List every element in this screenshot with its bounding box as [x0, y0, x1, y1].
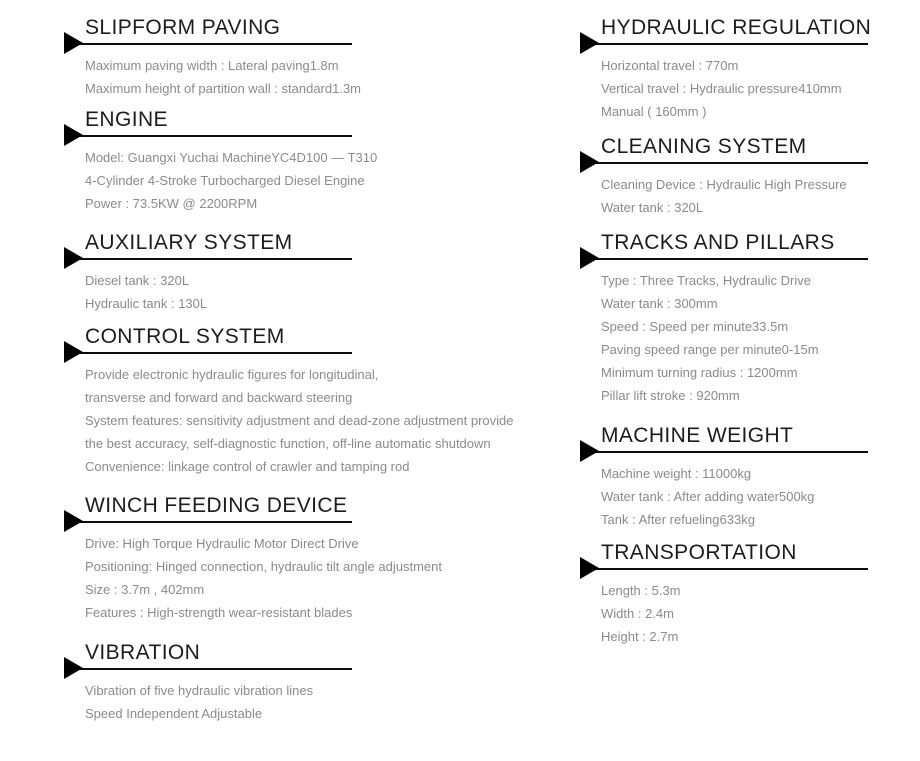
- spec-line: Drive: High Torque Hydraulic Motor Direct Drive: [85, 536, 359, 551]
- spec-line: transverse and forward and backward steering: [85, 390, 353, 405]
- spec-line: Maximum paving width : Lateral paving1.8m: [85, 58, 339, 73]
- spec-line: Size : 3.7m , 402mm: [85, 582, 205, 597]
- section-header: [64, 641, 352, 670]
- triangle-right-icon: [580, 247, 599, 269]
- triangle-right-icon: [64, 657, 83, 679]
- section-title: CLEANING SYSTEM: [601, 135, 807, 158]
- section-header: [580, 231, 868, 260]
- spec-line-list: [64, 137, 377, 215]
- spec-line: Diesel tank : 320L: [85, 273, 190, 288]
- section-header: [580, 424, 868, 453]
- spec-line: Water tank : 320L: [601, 200, 704, 215]
- spec-line: Horizontal travel : 770m: [601, 58, 739, 73]
- section-header: [64, 16, 352, 45]
- spec-line: Speed : Speed per minute33.5m: [601, 319, 789, 334]
- spec-line: Width : 2.4m: [601, 606, 674, 621]
- spec-line: Minimum turning radius : 1200mm: [601, 365, 798, 380]
- spec-line: 4-Cylinder 4-Stroke Turbocharged Diesel Engine: [85, 173, 365, 188]
- section-header: [64, 325, 352, 354]
- spec-line: Cleaning Device : Hydraulic High Pressure: [601, 177, 847, 192]
- section-header: [64, 231, 352, 260]
- triangle-right-icon: [580, 151, 599, 173]
- spec-line: Length : 5.3m: [601, 583, 681, 598]
- spec-line-list: [64, 260, 352, 315]
- spec-line-list: [64, 354, 514, 478]
- spec-line: Positioning: Hinged connection, hydraulic tilt angle adjustment: [85, 559, 442, 574]
- spec-line-list: [64, 45, 361, 100]
- triangle-right-icon: [64, 510, 83, 532]
- spec-line: Vertical travel : Hydraulic pressure410mm: [601, 81, 842, 96]
- right-column: [580, 0, 910, 761]
- section-title: CONTROL SYSTEM: [85, 325, 285, 348]
- section-title: ENGINE: [85, 108, 168, 131]
- left-column: [64, 0, 534, 761]
- spec-line: Type : Three Tracks, Hydraulic Drive: [601, 273, 811, 288]
- section-header: [64, 494, 352, 523]
- triangle-right-icon: [64, 124, 83, 146]
- spec-line: Water tank : After adding water500kg: [601, 489, 815, 504]
- section-title: AUXILIARY SYSTEM: [85, 231, 293, 254]
- spec-line: Maximum height of partition wall : standard1.3m: [85, 81, 362, 96]
- spec-line: Manual ( 160mm ): [601, 104, 707, 119]
- triangle-right-icon: [580, 440, 599, 462]
- spec-line: Height : 2.7m: [601, 629, 679, 644]
- spec-line-list: [580, 453, 868, 531]
- section-header: [64, 108, 352, 137]
- section-title: SLIPFORM PAVING: [85, 16, 281, 39]
- spec-line: Provide electronic hydraulic figures for longitudinal,: [85, 367, 379, 382]
- section-title: TRACKS AND PILLARS: [601, 231, 835, 254]
- spec-line-list: [580, 164, 868, 219]
- spec-section: [580, 16, 872, 123]
- spec-section: [64, 325, 514, 478]
- spec-section: [580, 541, 868, 648]
- spec-line-list: [64, 523, 442, 624]
- spec-section: [64, 231, 352, 315]
- spec-line: Speed Independent Adjustable: [85, 706, 263, 721]
- spec-section: [64, 108, 377, 215]
- spec-section: [64, 641, 352, 725]
- spec-line: System features: sensitivity adjustment and dead-zone adjustment provide: [85, 413, 514, 428]
- section-title: TRANSPORTATION: [601, 541, 797, 564]
- spec-section: [580, 231, 868, 407]
- section-header: [580, 135, 868, 164]
- spec-line: Tank : After refueling633kg: [601, 512, 755, 527]
- section-title: VIBRATION: [85, 641, 201, 664]
- spec-line: Features : High-strength wear-resistant blades: [85, 605, 353, 620]
- triangle-right-icon: [64, 247, 83, 269]
- spec-section: [580, 135, 868, 219]
- spec-line: Pillar lift stroke : 920mm: [601, 388, 740, 403]
- spec-line: the best accuracy, self-diagnostic function, off-line automatic shutdown: [85, 436, 491, 451]
- spec-section: [64, 16, 361, 100]
- spec-line-list: [580, 570, 868, 648]
- triangle-right-icon: [580, 557, 599, 579]
- section-title: MACHINE WEIGHT: [601, 424, 794, 447]
- spec-line: Vibration of five hydraulic vibration lines: [85, 683, 314, 698]
- spec-line: Hydraulic tank : 130L: [85, 296, 208, 311]
- spec-line: Paving speed range per minute0-15m: [601, 342, 819, 357]
- section-title: WINCH FEEDING DEVICE: [85, 494, 348, 517]
- spec-line: Machine weight : 11000kg: [601, 466, 752, 481]
- triangle-right-icon: [64, 341, 83, 363]
- spec-line-list: [580, 260, 868, 407]
- section-header: [580, 541, 868, 570]
- triangle-right-icon: [64, 32, 83, 54]
- spec-line: Convenience: linkage control of crawler and tamping rod: [85, 459, 410, 474]
- spec-line: Water tank : 300mm: [601, 296, 718, 311]
- spec-section: [64, 494, 442, 624]
- section-title: HYDRAULIC REGULATION: [601, 16, 872, 39]
- spec-section: [580, 424, 868, 531]
- spec-line-list: [64, 670, 352, 725]
- triangle-right-icon: [580, 32, 599, 54]
- spec-line: Power : 73.5KW @ 2200RPM: [85, 196, 258, 211]
- spec-line: Model: Guangxi Yuchai MachineYC4D100 — T310: [85, 150, 378, 165]
- section-header: [580, 16, 872, 45]
- spec-line-list: [580, 45, 868, 123]
